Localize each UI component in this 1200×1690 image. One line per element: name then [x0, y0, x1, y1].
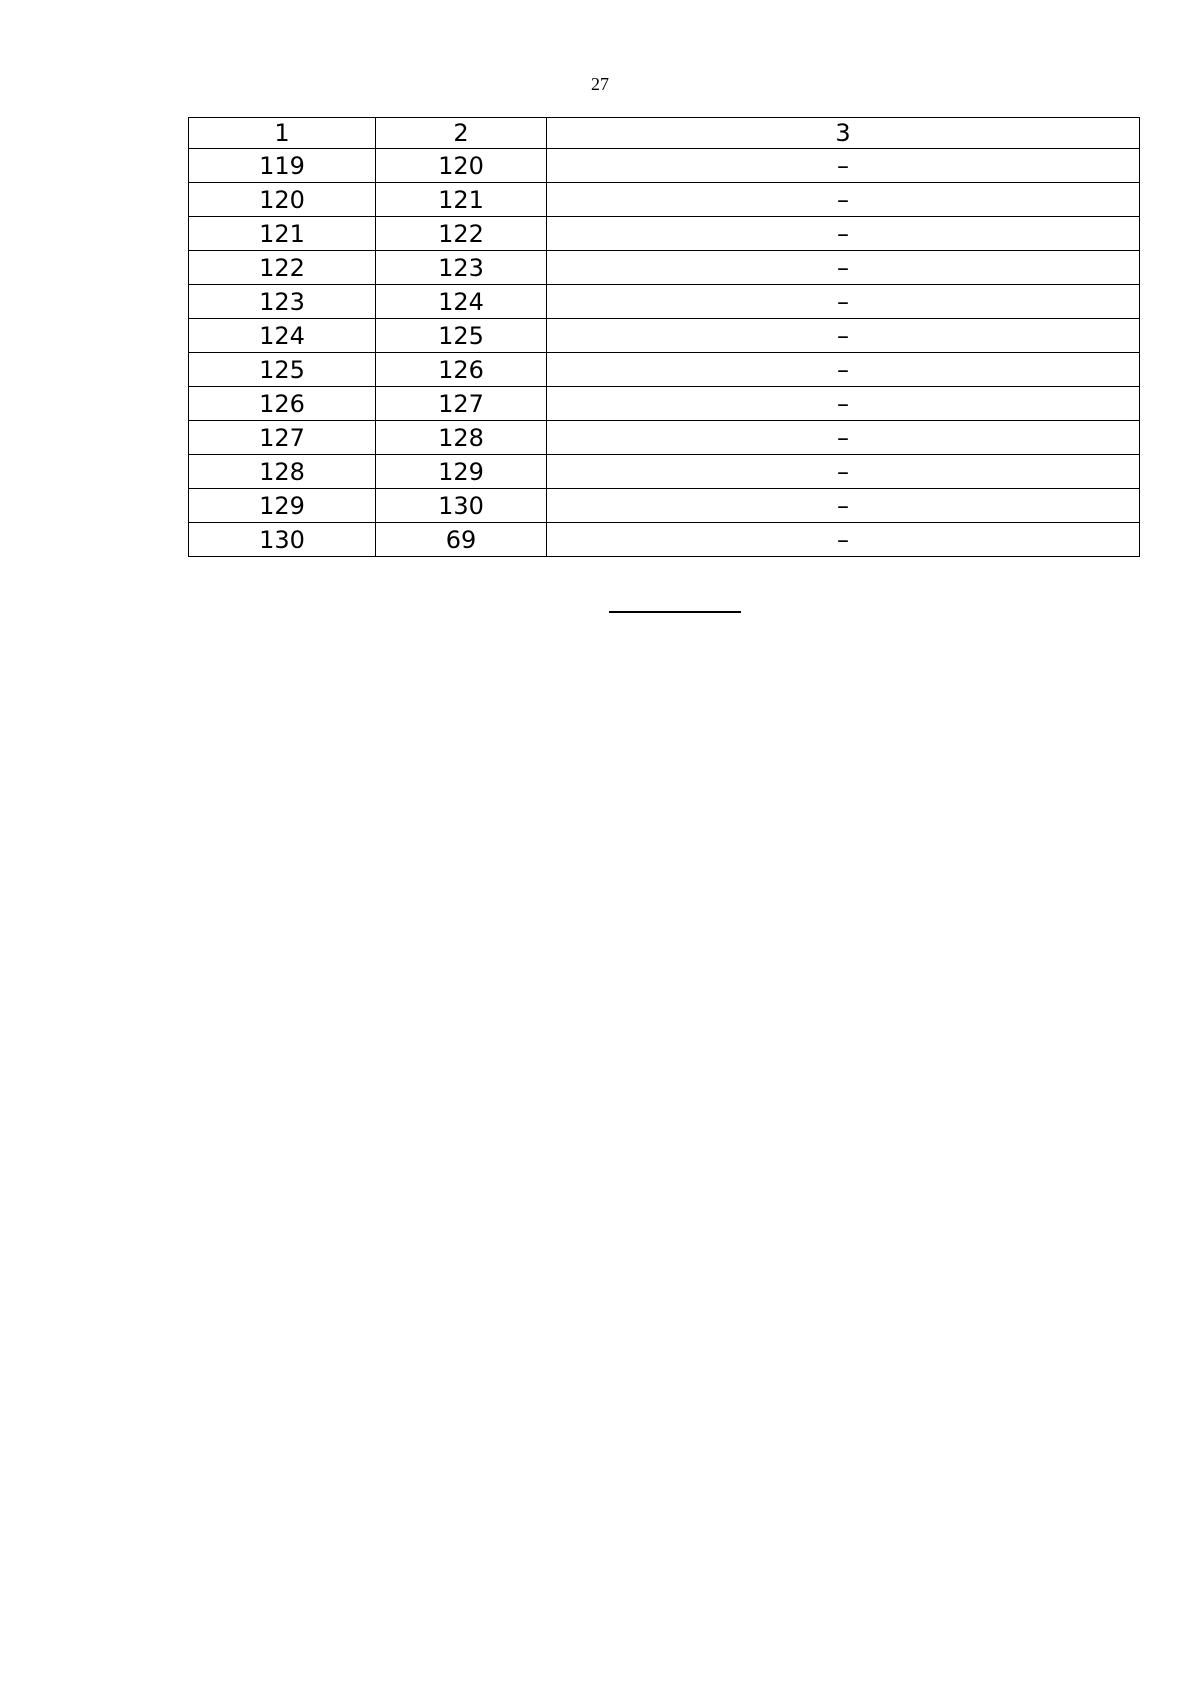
table-row	[189, 523, 1140, 557]
table-cell-col-3: –	[547, 353, 1140, 387]
table-cell-col-1: 123	[189, 285, 376, 319]
table-cell-col-3: –	[547, 421, 1140, 455]
table-cell-col-2: 124	[376, 285, 547, 319]
header-cell-1: 1	[189, 118, 376, 149]
table-cell-col-1: 121	[189, 217, 376, 251]
table-cell-col-2: 69	[376, 523, 547, 557]
table-cell-col-3: –	[547, 387, 1140, 421]
table-cell-col-1: 129	[189, 489, 376, 523]
table-row	[189, 217, 1140, 251]
table-row	[189, 353, 1140, 387]
table-cell-col-2: 125	[376, 319, 547, 353]
data-table	[188, 117, 1140, 557]
table-cell-col-1: 130	[189, 523, 376, 557]
table-cell-col-3: –	[547, 455, 1140, 489]
table-cell-col-3: –	[547, 523, 1140, 557]
table-cell-col-3: –	[547, 319, 1140, 353]
table-cell-col-2: 121	[376, 183, 547, 217]
header-cell-3: 3	[547, 118, 1140, 149]
table-row	[189, 489, 1140, 523]
table-row	[189, 183, 1140, 217]
table-row	[189, 149, 1140, 183]
table-row	[189, 455, 1140, 489]
table-cell-col-2: 126	[376, 353, 547, 387]
page-number: 27	[591, 74, 609, 94]
table-cell-col-1: 127	[189, 421, 376, 455]
end-of-document-rule	[609, 611, 741, 613]
table-cell-col-1: 128	[189, 455, 376, 489]
table-body	[189, 118, 1140, 557]
table-row	[189, 387, 1140, 421]
table-cell-col-2: 129	[376, 455, 547, 489]
table-cell-col-1: 122	[189, 251, 376, 285]
table-cell-col-1: 125	[189, 353, 376, 387]
table-cell-col-2: 128	[376, 421, 547, 455]
table-cell-col-3: –	[547, 217, 1140, 251]
table-row	[189, 319, 1140, 353]
table-cell-col-1: 124	[189, 319, 376, 353]
table-cell-col-3: –	[547, 489, 1140, 523]
table-cell-col-2: 122	[376, 217, 547, 251]
table-row	[189, 421, 1140, 455]
table-row	[189, 285, 1140, 319]
table-cell-col-2: 123	[376, 251, 547, 285]
table-row	[189, 251, 1140, 285]
table-cell-col-2: 120	[376, 149, 547, 183]
table-cell-col-3: –	[547, 251, 1140, 285]
header-cell-2: 2	[376, 118, 547, 149]
table-cell-col-2: 127	[376, 387, 547, 421]
table-cell-col-3: –	[547, 285, 1140, 319]
table-cell-col-3: –	[547, 183, 1140, 217]
table-cell-col-1: 126	[189, 387, 376, 421]
table-cell-col-2: 130	[376, 489, 547, 523]
table-cell-col-1: 119	[189, 149, 376, 183]
table-header-row	[189, 118, 1140, 149]
table-cell-col-1: 120	[189, 183, 376, 217]
table-cell-col-3: –	[547, 149, 1140, 183]
